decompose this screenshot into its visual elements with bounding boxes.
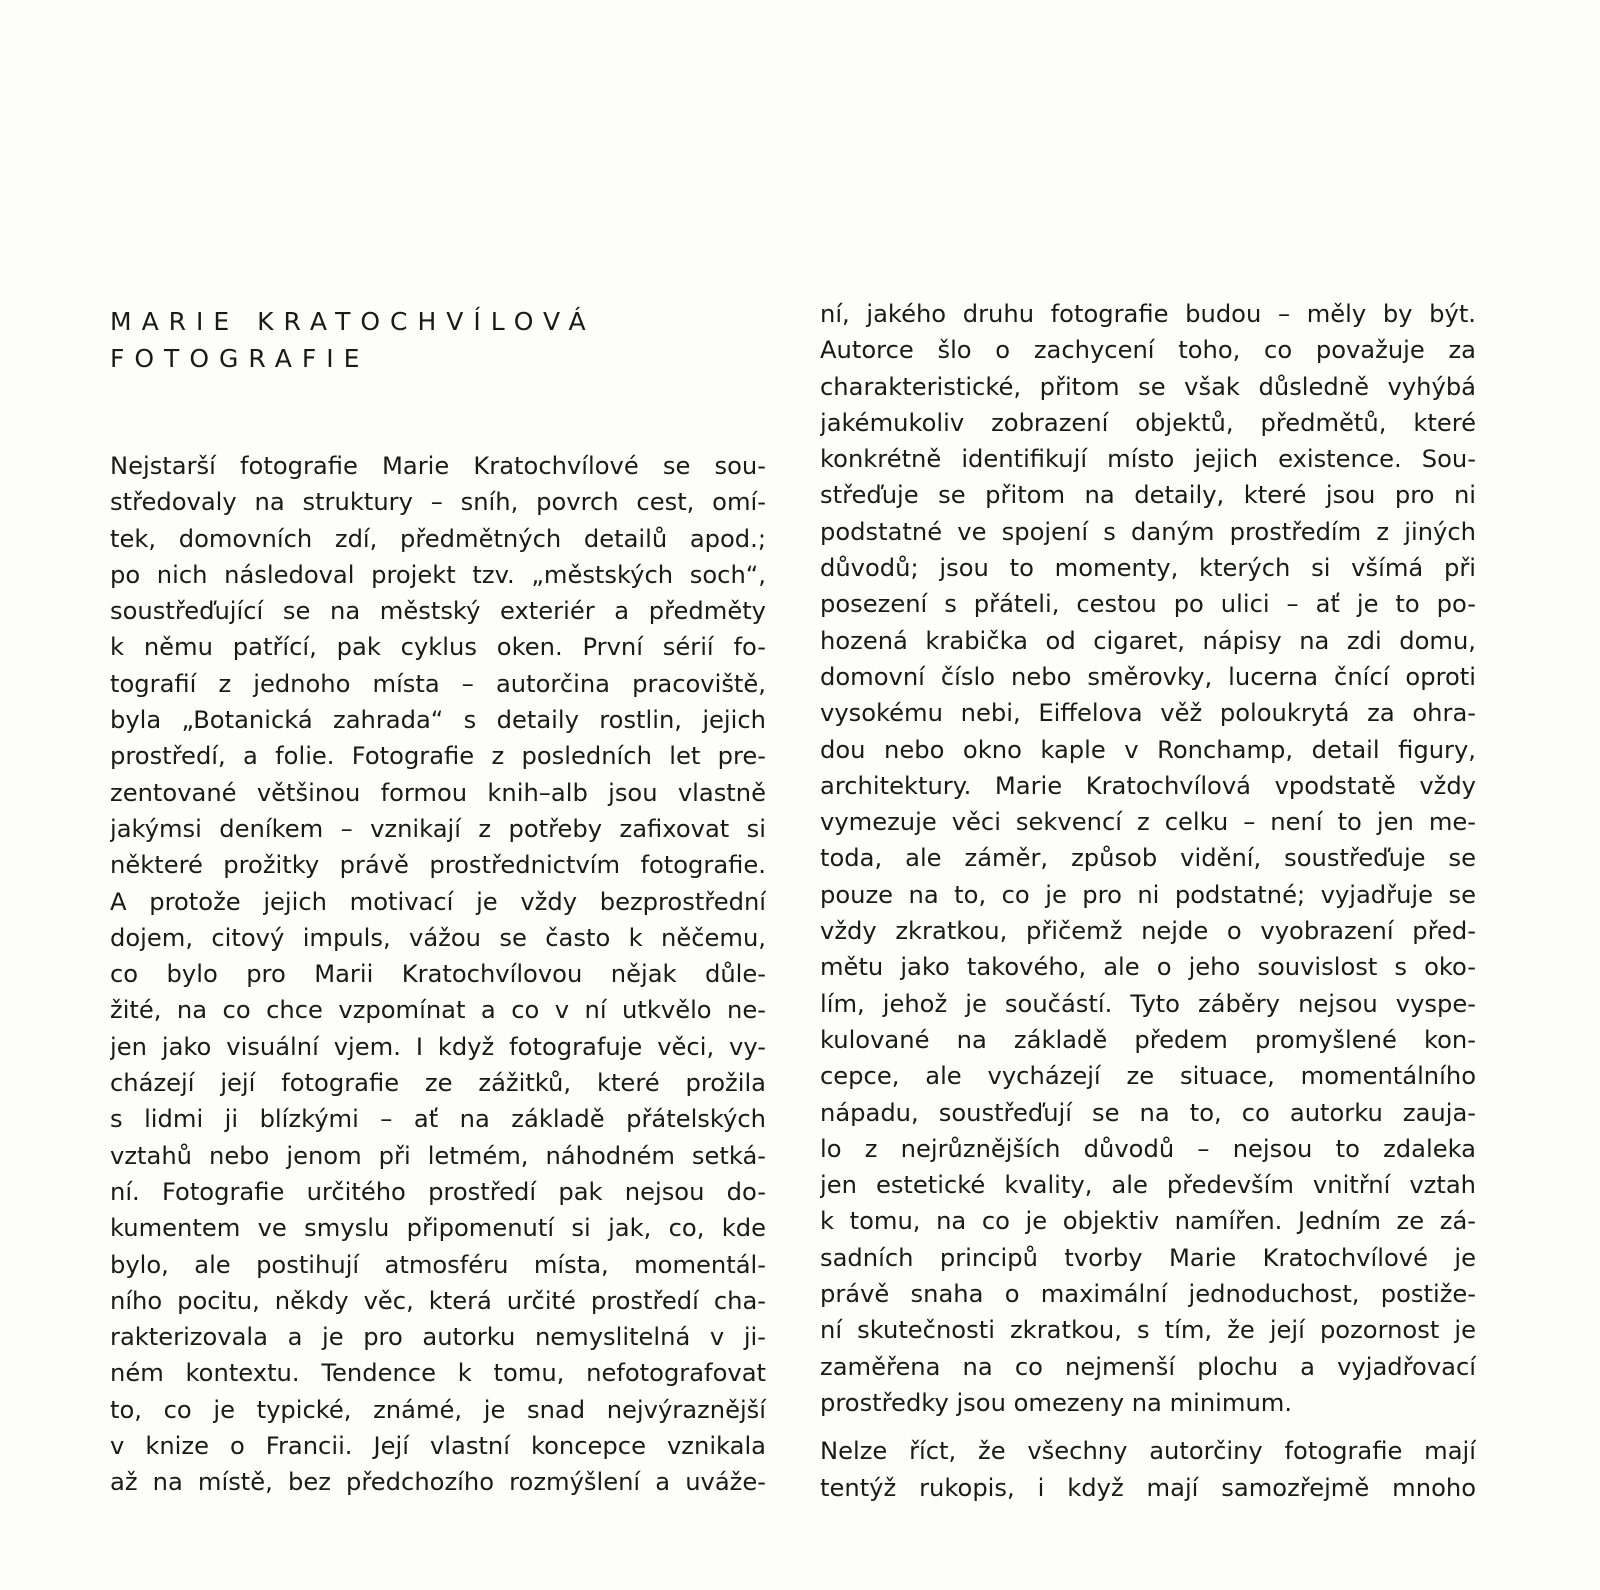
text-line: k němu patřící, pak cyklus oken. První sérií fo- xyxy=(110,633,766,662)
text-line: lo z nejrůznějších důvodů – nejsou to zdaleka xyxy=(820,1134,1476,1163)
text-line: s lidmi ji blízkými – ať na základě přátelských xyxy=(110,1105,766,1134)
text-line: vymezuje věci sekvencí z celku – není to jen me- xyxy=(820,808,1476,837)
text-line: bylo, ale postihují atmosféru místa, momentál- xyxy=(110,1250,766,1279)
text-line: Nejstarší fotografie Marie Kratochvílové se sou- xyxy=(110,452,766,480)
text-line: jen jako visuální vjem. I když fotografuje věci, vy- xyxy=(110,1032,766,1061)
text-line: toda, ale záměr, způsob vidění, soustřeďuje se xyxy=(820,844,1476,873)
text-line: tek, domovních zdí, předmětných detailů apod.; xyxy=(110,524,766,553)
text-line: to, co je typické, známé, je snad nejvýraznější xyxy=(110,1395,766,1424)
text-line: tentýž rukopis, i když mají samozřejmě mnoho xyxy=(820,1473,1476,1502)
text-line: v knize o Francii. Její vlastní koncepce vznikala xyxy=(110,1432,766,1461)
text-line: vysokému nebi, Eiffelova věž poloukrytá za ohra- xyxy=(820,699,1476,728)
text-line: k tomu, na co je objektiv namířen. Jedním ze zá- xyxy=(820,1207,1476,1236)
text-line: prostředky jsou omezeny na minimum. xyxy=(820,1388,1293,1417)
text-line: kulované na základě předem promyšlené kon- xyxy=(820,1025,1476,1054)
text-line: sadních principů tvorby Marie Kratochvílové je xyxy=(820,1243,1476,1272)
text-line: dojem, citový impuls, vážou se často k něčemu, xyxy=(110,923,766,952)
text-line: konkrétně identifikují místo jejich existence. Sou- xyxy=(820,445,1476,474)
right-text-column xyxy=(820,296,1476,1506)
text-line: soustřeďující se na městský exteriér a předměty xyxy=(110,597,766,626)
text-line: vztahů nebo jenom při letmém, náhodném setká- xyxy=(110,1141,766,1170)
text-line: ní, jakého druhu fotografie budou – měly by být. xyxy=(820,300,1476,328)
text-line: podstatné ve spojení s daným prostředím z jiných xyxy=(820,517,1476,546)
text-line: architektury. Marie Kratochvílová vpodstatě vždy xyxy=(820,771,1476,800)
text-line: právě snaha o maximální jednoduchost, postiže- xyxy=(820,1280,1476,1309)
left-text-column xyxy=(110,448,766,1501)
text-line: zentované většinou formou knih–alb jsou vlastně xyxy=(110,778,766,807)
text-line: tografií z jednoho místa – autorčina pracoviště, xyxy=(110,669,766,698)
author-name: MARIE KRATOCHVÍLOVÁ xyxy=(110,307,596,336)
text-line: dou nebo okno kaple v Ronchamp, detail figury, xyxy=(820,735,1476,764)
text-line: důvodů; jsou to momenty, kterých si všímá při xyxy=(820,554,1476,583)
title-block xyxy=(110,303,596,377)
text-line: charakteristické, přitom se však důsledně vyhýbá xyxy=(820,372,1476,401)
text-line: pouze na to, co je pro ni podstatné; vyjadřuje se xyxy=(820,880,1476,909)
text-line: domovní číslo nebo směrovky, lucerna čnící oproti xyxy=(820,662,1476,691)
text-line: Autorce šlo o zachycení toho, co považuje za xyxy=(820,336,1476,365)
text-line: jakýmsi deníkem – vznikají z potřeby zafixovat si xyxy=(110,814,766,843)
text-line: zaměřena na co nejmenší plochu a vyjadřovací xyxy=(820,1352,1476,1381)
paragraph-gap xyxy=(820,1421,1476,1433)
text-line: nápadu, soustřeďují se na to, co autorku zauja- xyxy=(820,1098,1476,1127)
text-line: mětu jako takového, ale o jeho souvislost s oko- xyxy=(820,953,1476,982)
text-line: ném kontextu. Tendence k tomu, nefotografovat xyxy=(110,1359,766,1388)
text-line: kumentem ve smyslu připomenutí si jak, co, kde xyxy=(110,1214,766,1243)
text-line: lím, jehož je součástí. Tyto záběry nejsou vyspe- xyxy=(820,989,1476,1018)
text-line: jakémukoliv zobrazení objektů, předmětů, které xyxy=(820,408,1476,437)
text-line: cházejí její fotografie ze zážitků, které prožila xyxy=(110,1069,766,1098)
text-line: posezení s přáteli, cestou po ulici – ať je to po- xyxy=(820,590,1476,619)
document-title: FOTOGRAFIE xyxy=(110,344,370,373)
text-line: ní skutečnosti zkratkou, s tím, že její pozornost je xyxy=(820,1316,1476,1345)
text-line: cepce, ale vycházejí ze situace, momentálního xyxy=(820,1062,1476,1091)
text-line: hozená krabička od cigaret, nápisy na zdi domu, xyxy=(820,626,1476,655)
text-line: středovaly na struktury – sníh, povrch cest, omí- xyxy=(110,488,766,517)
text-line: některé prožitky právě prostřednictvím fotografie. xyxy=(110,851,766,880)
text-line: rakterizovala a je pro autorku nemyslitelná v ji- xyxy=(110,1323,766,1352)
text-line: byla „Botanická zahrada“ s detaily rostlin, jejich xyxy=(110,706,766,735)
text-line: Nelze říct, že všechny autorčiny fotografie mají xyxy=(820,1437,1476,1466)
text-line: ní. Fotografie určitého prostředí pak nejsou do- xyxy=(110,1177,766,1206)
text-line: A protože jejich motivací je vždy bezprostřední xyxy=(110,887,766,916)
text-line: co bylo pro Marii Kratochvílovou nějak důle- xyxy=(110,960,766,989)
text-line: ního pocitu, někdy věc, která určité prostředí cha- xyxy=(110,1286,766,1315)
text-line: jen estetické kvality, ale především vnitřní vztah xyxy=(820,1171,1476,1200)
text-line: až na místě, bez předchozího rozmýšlení a uváže- xyxy=(110,1468,766,1497)
text-line: po nich následoval projekt tzv. „městských soch“, xyxy=(110,560,766,589)
text-line: vždy zkratkou, přičemž nejde o vyobrazení před- xyxy=(820,917,1476,946)
text-line: prostředí, a folie. Fotografie z posledních let pre- xyxy=(110,742,766,771)
text-line: žité, na co chce vzpomínat a co v ní utkvělo ne- xyxy=(110,996,766,1025)
text-line: střeďuje se přitom na detaily, které jsou pro ni xyxy=(820,481,1476,510)
